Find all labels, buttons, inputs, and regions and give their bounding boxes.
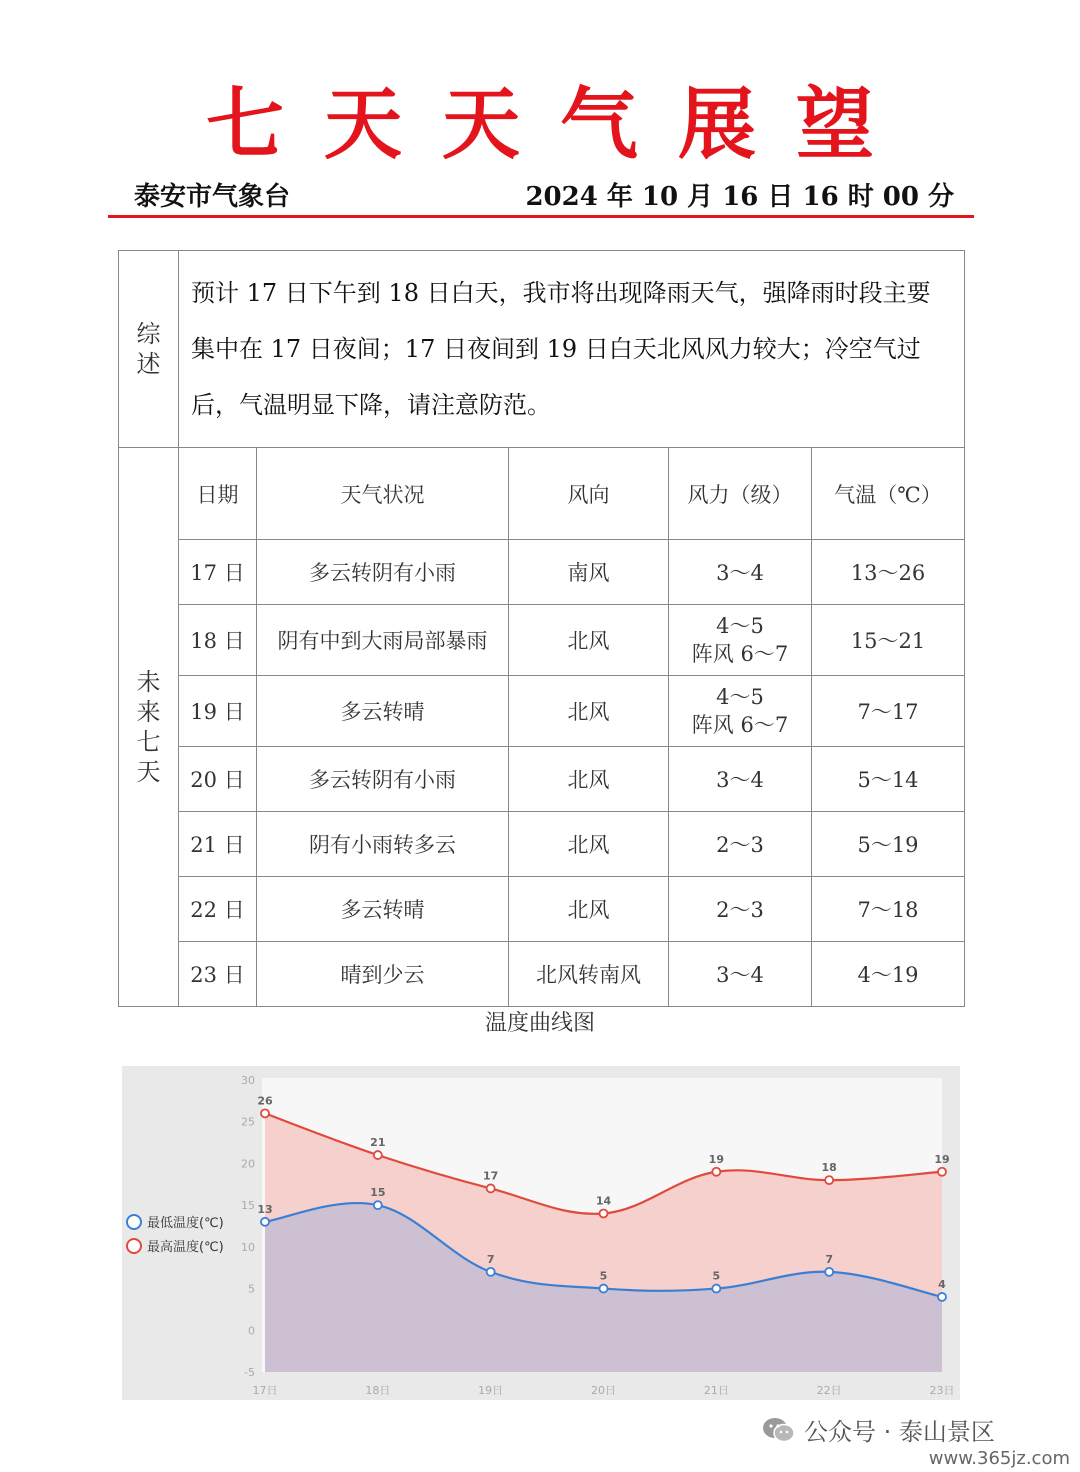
- data-point: [261, 1218, 269, 1226]
- row-date: 23 日: [179, 942, 257, 1007]
- table-row: [119, 540, 965, 605]
- row-wind-direction: 北风: [509, 676, 669, 747]
- data-label: 5: [712, 1269, 721, 1283]
- summary-label: [119, 251, 179, 448]
- row-wind-force: [669, 676, 812, 747]
- row-date: 20 日: [179, 747, 257, 812]
- x-tick-label: 23日: [929, 1384, 955, 1397]
- row-weather: 阴有小雨转多云: [257, 812, 509, 877]
- row-wind-direction: 北风转南风: [509, 942, 669, 1007]
- summary-label-text: 综述: [136, 320, 161, 378]
- row-temperature: 15～21: [812, 605, 965, 676]
- page-title: 七天天气展望: [205, 80, 914, 170]
- forecast-table: [118, 250, 965, 1007]
- data-point: [938, 1293, 946, 1301]
- row-date: 21 日: [179, 812, 257, 877]
- issuer-name: 泰安市气象台: [134, 182, 291, 212]
- table-row: [119, 812, 965, 877]
- wind-force-value: 4～5: [716, 614, 764, 638]
- data-point: [825, 1176, 833, 1184]
- data-label: 14: [595, 1194, 612, 1208]
- row-wind-force: 3～4: [669, 942, 812, 1007]
- data-point: [374, 1201, 382, 1209]
- summary-row: [119, 251, 965, 448]
- row-weather: 多云转阴有小雨: [257, 747, 509, 812]
- temperature-chart: [122, 1066, 960, 1400]
- data-label: 19: [934, 1152, 950, 1166]
- data-label: 18: [821, 1161, 837, 1175]
- data-point: [487, 1184, 495, 1192]
- x-tick-label: 19日: [478, 1384, 504, 1397]
- data-point: [374, 1151, 382, 1159]
- data-label: 7: [486, 1252, 495, 1266]
- row-wind-force: 3～4: [669, 747, 812, 812]
- watermark: www.365jz.com: [928, 1448, 1070, 1469]
- y-tick-label: -5: [244, 1366, 255, 1379]
- wechat-icon: [762, 1416, 796, 1450]
- row-temperature: 7～18: [812, 877, 965, 942]
- legend-marker: [127, 1215, 141, 1229]
- row-weather: 多云转晴: [257, 676, 509, 747]
- row-weather: 多云转阴有小雨: [257, 540, 509, 605]
- data-point: [712, 1285, 720, 1293]
- data-label: 13: [257, 1202, 273, 1216]
- row-temperature: 5～14: [812, 747, 965, 812]
- x-tick-label: 20日: [591, 1384, 616, 1397]
- table-row: [119, 877, 965, 942]
- column-header-wind-force: 风力（级）: [669, 448, 812, 540]
- data-point: [261, 1109, 269, 1117]
- row-wind-direction: 北风: [509, 747, 669, 812]
- column-header-weather: 天气状况: [257, 448, 509, 540]
- row-wind-force: 2～3: [669, 812, 812, 877]
- y-tick-label: 5: [248, 1282, 255, 1296]
- row-wind-force: 3～4: [669, 540, 812, 605]
- data-label: 5: [599, 1269, 608, 1283]
- data-label: 17: [483, 1169, 499, 1183]
- data-point: [712, 1168, 720, 1176]
- row-wind-direction: 北风: [509, 877, 669, 942]
- row-temperature: 7～17: [812, 676, 965, 747]
- legend-label: 最高温度(℃): [147, 1240, 224, 1255]
- table-row: [119, 942, 965, 1007]
- column-header-temperature: 气温（℃）: [812, 448, 965, 540]
- wind-gust-value: 阵风 6～7: [691, 713, 789, 737]
- header-divider: [108, 215, 974, 218]
- forecast-label: [119, 448, 179, 1007]
- y-tick-label: 30: [241, 1074, 255, 1087]
- column-header-wind-direction: 风向: [509, 448, 669, 540]
- row-weather: 阴有中到大雨局部暴雨: [257, 605, 509, 676]
- y-tick-label: 0: [248, 1324, 255, 1338]
- data-point: [825, 1268, 833, 1276]
- data-label: 15: [370, 1186, 386, 1200]
- wind-gust-value: 阵风 6～7: [691, 642, 789, 666]
- row-wind-direction: 南风: [509, 540, 669, 605]
- row-wind-direction: 北风: [509, 605, 669, 676]
- data-label: 7: [825, 1252, 833, 1266]
- row-temperature: 4～19: [812, 942, 965, 1007]
- data-point: [600, 1209, 608, 1217]
- row-date: 22 日: [179, 877, 257, 942]
- data-label: 26: [257, 1094, 273, 1108]
- data-label: 21: [370, 1136, 386, 1150]
- x-tick-label: 22日: [816, 1384, 842, 1397]
- table-header-row: [119, 448, 965, 540]
- x-tick-label: 18日: [365, 1384, 391, 1397]
- y-tick-label: 10: [241, 1240, 255, 1254]
- row-wind-direction: 北风: [509, 812, 669, 877]
- row-temperature: 5～19: [812, 812, 965, 877]
- row-date: 18 日: [179, 605, 257, 676]
- x-tick-label: 17日: [252, 1384, 278, 1397]
- x-tick-label: 21日: [703, 1384, 729, 1397]
- chart-title: 温度曲线图: [484, 1011, 595, 1036]
- data-label: 4: [938, 1277, 946, 1291]
- footer-account: [762, 1412, 995, 1450]
- legend-marker: [127, 1239, 141, 1253]
- row-wind-force: 2～3: [669, 877, 812, 942]
- forecast-label-text: 未来七天: [136, 668, 161, 786]
- column-header-date: 日期: [179, 448, 257, 540]
- row-weather: 晴到少云: [257, 942, 509, 1007]
- legend-label: 最低温度(℃): [147, 1216, 224, 1231]
- y-tick-label: 20: [241, 1157, 255, 1171]
- issue-time: 2024 年 10 月 16 日 16 时 00 分: [525, 182, 954, 212]
- table-row: [119, 605, 965, 676]
- data-label: 19: [708, 1152, 724, 1166]
- row-wind-force: [669, 605, 812, 676]
- row-temperature: 13～26: [812, 540, 965, 605]
- data-point: [487, 1268, 495, 1276]
- summary-text: 预计 17 日下午到 18 日白天，我市将出现降雨天气，强降雨时段主要集中在 17 日夜间；17 日夜间到 19 日白天北风风力较大；冷空气过后，气温明显下降，请注意防范。: [179, 251, 965, 448]
- row-weather: 多云转晴: [257, 877, 509, 942]
- wind-force-value: 4～5: [716, 685, 764, 709]
- footer-account-text: 公众号 · 泰山景区: [804, 1418, 995, 1446]
- row-date: 17 日: [179, 540, 257, 605]
- table-row: [119, 676, 965, 747]
- table-row: [119, 747, 965, 812]
- row-date: 19 日: [179, 676, 257, 747]
- y-tick-label: 25: [241, 1115, 255, 1129]
- data-point: [938, 1168, 946, 1176]
- data-point: [600, 1285, 608, 1293]
- y-tick-label: 15: [241, 1199, 255, 1213]
